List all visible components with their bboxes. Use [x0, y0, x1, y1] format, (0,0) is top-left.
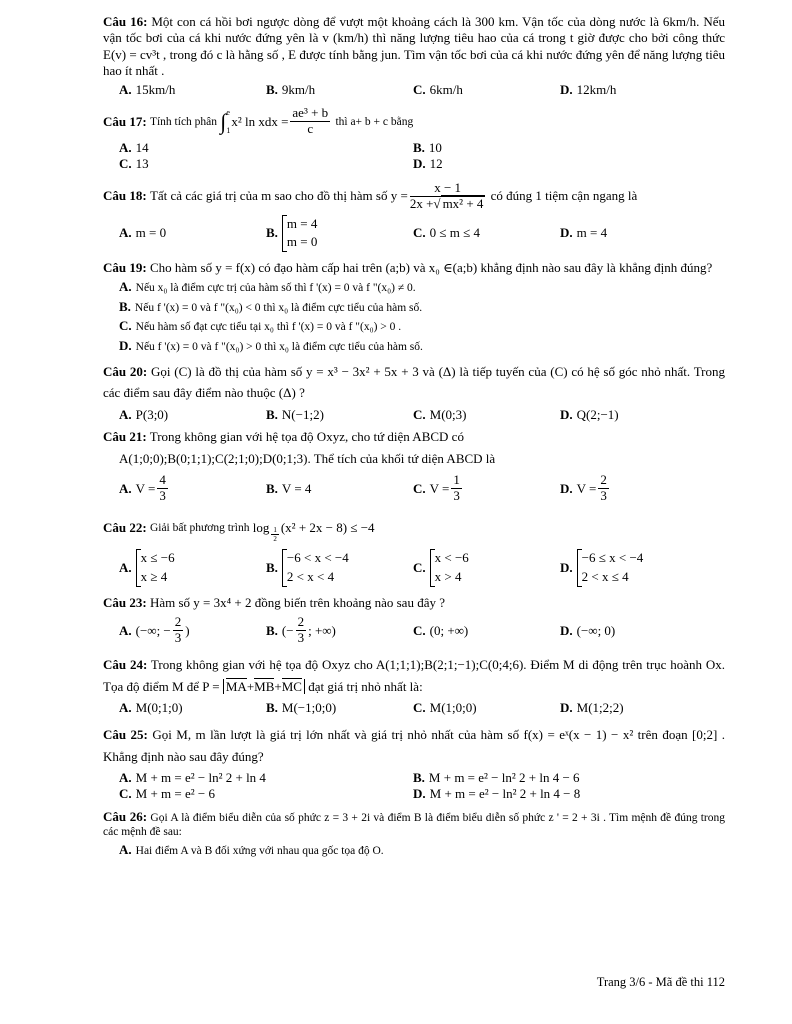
option-text: m = 0 — [135, 225, 167, 241]
option-label: A. — [119, 82, 132, 97]
denominator: 3 — [174, 630, 182, 646]
log-base — [271, 526, 279, 543]
question-number: Câu 25: — [103, 727, 148, 743]
log-symbol: log — [252, 519, 270, 535]
option-text: (− — [281, 622, 294, 638]
option-b — [119, 299, 725, 315]
option-label: C. — [119, 318, 132, 334]
option-d — [560, 700, 707, 716]
option-text: m = 4 — [576, 225, 608, 241]
options — [119, 473, 725, 504]
option-a — [119, 225, 266, 241]
options — [119, 140, 725, 156]
option-b — [266, 615, 413, 646]
numerator: 2 — [600, 472, 607, 488]
system-bracket — [282, 215, 317, 253]
option-label: A. — [119, 699, 132, 715]
question-stem: Hàm số y = 3x⁴ + 2 đồng biến trên khoảng nào sau đây ? — [149, 594, 445, 610]
fraction — [410, 181, 486, 212]
option-text: M + m = e² − ln² 2 + ln 4 − 6 — [428, 770, 580, 786]
option-text: 12km/h — [576, 82, 617, 97]
fraction — [290, 106, 330, 137]
option-text: V = 4 — [281, 480, 312, 496]
denominator-part: 2x + — [409, 195, 434, 211]
system-line: −6 ≤ x < −4 — [581, 550, 644, 566]
system-line: x > 4 — [434, 569, 462, 585]
function-name: y = — [390, 187, 408, 203]
numerator: ae³ + b — [292, 105, 329, 121]
option-text: M + m = e² − 6 — [135, 786, 215, 802]
option-text: V = — [135, 480, 156, 496]
option-a — [119, 770, 413, 786]
option-label: D. — [560, 699, 573, 715]
option-label: D. — [413, 786, 426, 802]
option-b — [266, 82, 413, 98]
option-d — [560, 82, 707, 98]
option-label: D. — [560, 622, 573, 638]
option-label: C. — [413, 225, 426, 241]
option-b — [266, 549, 413, 587]
option-text: 13 — [135, 156, 149, 172]
system-bracket — [282, 549, 349, 587]
question-stem: Trong không gian với hệ tọa độ Oxyz, cho tứ diện ABCD có — [149, 428, 464, 444]
option-text: 12 — [429, 156, 443, 172]
option-text: Nếu hàm số đạt cực tiểu tại x₀ thì f '(x) = 0 và f "(x₀) > 0 . — [135, 321, 402, 334]
system-line: x < −6 — [434, 550, 469, 566]
option-a — [119, 615, 266, 646]
options — [119, 770, 725, 786]
denominator: 3 — [600, 488, 607, 504]
fraction — [451, 473, 462, 504]
option-label: C. — [413, 480, 426, 496]
option-label: B. — [266, 622, 278, 638]
option-a — [119, 549, 266, 587]
lower-limit: 1 — [226, 125, 231, 135]
question-stem: Giải bất phương trình — [149, 521, 250, 534]
option-text: V = — [576, 480, 597, 496]
option-a — [119, 842, 725, 858]
option-text: M(0;1;0) — [135, 699, 183, 715]
option-text: M(−1;0;0) — [281, 699, 337, 715]
vector-sum-abs — [223, 679, 305, 694]
option-c — [413, 407, 560, 423]
option-d — [413, 156, 707, 172]
option-text: (−∞; 0) — [576, 622, 616, 638]
upper-limit: e — [226, 107, 230, 117]
option-label: C. — [413, 699, 426, 715]
option-c — [413, 473, 560, 504]
option-b — [266, 700, 413, 716]
option-text: M(0;3) — [429, 406, 467, 422]
option-label: D. — [560, 480, 573, 496]
option-b — [413, 770, 707, 786]
option-text: Nếu f '(x) = 0 và f "(x₀) > 0 thì x₀ là điểm cực tiểu của hàm số. — [135, 340, 423, 353]
options — [119, 549, 725, 587]
option-d — [560, 549, 707, 587]
numerator: 4 — [159, 472, 166, 488]
question-number: Câu 18: — [103, 187, 147, 203]
option-label: A. — [119, 559, 132, 575]
fraction — [157, 473, 168, 504]
options — [119, 156, 725, 172]
option-label: A. — [119, 225, 132, 241]
option-label: A. — [119, 622, 132, 638]
exam-page — [103, 14, 725, 863]
fraction — [296, 615, 307, 646]
system-line: x ≤ −6 — [140, 550, 175, 566]
numerator: 2 — [174, 614, 182, 630]
option-d — [413, 786, 707, 802]
option-c — [413, 623, 560, 639]
option-text: V = — [429, 480, 450, 496]
option-c — [413, 549, 560, 587]
question-stem-end: thì a+ b + c bằng — [335, 115, 414, 128]
option-a — [119, 82, 266, 98]
option-label: C. — [119, 156, 132, 172]
options — [119, 215, 725, 253]
option-label: C. — [119, 786, 132, 802]
option-label: D. — [560, 82, 573, 97]
integral — [220, 109, 231, 135]
option-label: C. — [413, 622, 426, 638]
option-b — [266, 481, 413, 497]
option-text: Nếu f '(x) = 0 và f "(x₀) < 0 thì x₀ là điểm cực tiểu của hàm số. — [134, 301, 423, 314]
options — [119, 407, 725, 423]
option-b — [266, 407, 413, 423]
question-17 — [103, 106, 725, 172]
option-c — [413, 82, 560, 98]
option-text: 15km/h — [135, 82, 176, 97]
option-text: P(3;0) — [135, 406, 169, 422]
option-text: (−∞; − — [135, 622, 171, 638]
option-label: B. — [266, 480, 278, 496]
numerator: 1 — [453, 472, 460, 488]
option-b — [413, 140, 707, 156]
option-label: D. — [119, 337, 132, 353]
question-23 — [103, 595, 725, 646]
question-21 — [103, 429, 725, 504]
question-stem: Một con cá hồi bơi ngược dòng để vượt một khoảng cách là 300 km. Vận tốc của dòng nước là 6km/h. Nếu vận tốc bơi của cá khi nước đứng yên là v (km/h) thì năng lượng tiêu hao của cá trong t giờ được cho bởi công thức E(v) = cv³t , trong đó c là hằng số , E được tính bằng jun. Tìm vận tốc bơi của cá khi nước đứng yên để năng lượng tiêu hao ít nhất . — [103, 14, 725, 78]
question-stem: Gọi M, m lần lượt là giá trị lớn nhất và giá trị nhỏ nhất của hàm số f(x) = eˣ(x − 1) − x² trên đoạn [0;2] . Khẳng định nào sau đây đúng? — [103, 727, 726, 764]
question-stem: Cho hàm số y = f(x) có đạo hàm cấp hai trên (a;b) và x₀ ∈(a;b) khẳng định nào sau đây là khẳng định đúng? — [149, 260, 713, 276]
system-line: m = 0 — [286, 234, 318, 250]
option-c — [119, 156, 413, 172]
question-stem: Trong không gian với hệ tọa độ Oxyz cho A(1;1;1);B(2;1;−1);C(0;4;6). Điểm M di động trên trục hoành Ox. Tọa độ điểm M để P = — [103, 657, 726, 694]
vector-ma: MA — [225, 678, 247, 694]
question-number: Câu 23: — [103, 594, 147, 610]
question-number: Câu 20: — [103, 363, 148, 379]
question-24 — [103, 654, 725, 716]
option-d — [119, 338, 725, 354]
option-label: A. — [119, 480, 132, 496]
option-a — [119, 140, 413, 156]
question-stem: Gọi (C) là đồ thị của hàm số y = x³ − 3x² + 5x + 3 và (Δ) là tiếp tuyến của (C) có hệ số góc nhỏ nhất. Trong các điểm sau đây điểm nào thuộc (Δ) ? — [103, 363, 726, 400]
question-stem-end: có đúng 1 tiệm cận ngang là — [490, 187, 638, 203]
option-d — [560, 407, 707, 423]
option-label: B. — [413, 770, 425, 786]
system-line: 2 < x ≤ 4 — [581, 569, 629, 585]
option-a — [119, 279, 725, 295]
question-number: Câu 21: — [103, 428, 147, 444]
question-number: Câu 24: — [103, 657, 148, 673]
option-label: A. — [119, 770, 132, 786]
option-text: Q(2;−1) — [576, 406, 619, 422]
option-d — [560, 225, 707, 241]
numerator: 2 — [297, 614, 305, 630]
option-label: B. — [266, 699, 278, 715]
option-c — [413, 225, 560, 241]
question-18 — [103, 181, 725, 253]
option-label: D. — [560, 225, 573, 241]
question-stem-end: đạt giá trị nhỏ nhất là: — [308, 678, 423, 694]
denominator — [410, 197, 486, 212]
option-a — [119, 473, 266, 504]
system-bracket — [136, 549, 175, 587]
option-label: C. — [413, 82, 426, 97]
question-number: Câu 19: — [103, 260, 147, 276]
option-text: Nếu x₀ là điểm cực trị của hàm số thì f '(x) = 0 và f "(x₀) ≠ 0. — [135, 282, 416, 295]
option-label: D. — [560, 406, 573, 422]
question-16 — [103, 14, 725, 98]
option-d — [560, 473, 707, 504]
option-label: B. — [119, 298, 131, 314]
option-text: 6km/h — [429, 82, 463, 97]
option-label: C. — [413, 406, 426, 422]
question-number: Câu 26: — [103, 808, 148, 824]
option-d — [560, 623, 707, 639]
option-label: B. — [413, 140, 425, 156]
system-bracket — [430, 549, 469, 587]
question-stem-line2: A(1;0;0);B(0;1;1);C(2;1;0);D(0;1;3). Thể tích của khối tứ diện ABCD là — [119, 451, 496, 467]
system-line: −6 < x < −4 — [286, 550, 349, 566]
vector-mc: MC — [281, 678, 302, 694]
plus-sign: + — [246, 678, 255, 694]
question-25 — [103, 724, 725, 802]
option-label: D. — [560, 559, 573, 575]
option-b — [266, 215, 413, 253]
denominator: 3 — [159, 488, 166, 504]
vector-mb: MB — [254, 678, 275, 694]
radicand: mx² + 4 — [442, 195, 484, 211]
question-19 — [103, 260, 725, 354]
option-c — [119, 786, 413, 802]
option-text: M(1;2;2) — [576, 699, 624, 715]
option-text-end: ) — [185, 622, 190, 638]
option-text: M + m = e² − ln² 2 + ln 4 — [135, 770, 266, 786]
option-label: B. — [266, 82, 278, 97]
option-text: N(−1;2) — [281, 406, 324, 422]
denominator: 2 — [273, 535, 277, 544]
question-stem: Tính tích phân — [149, 115, 218, 128]
system-line: m = 4 — [286, 215, 318, 231]
option-label: A. — [119, 842, 132, 858]
option-c — [413, 700, 560, 716]
sqrt-icon: √ — [433, 195, 441, 211]
plus-sign: + — [274, 678, 282, 694]
options — [119, 700, 725, 716]
system-bracket — [577, 549, 644, 587]
question-22 — [103, 512, 725, 587]
fraction — [173, 615, 184, 646]
option-label: A. — [119, 140, 132, 156]
option-a — [119, 407, 266, 423]
question-20 — [103, 362, 725, 423]
system-line: 2 < x < 4 — [286, 569, 335, 585]
option-label: B. — [266, 225, 278, 241]
option-label: D. — [413, 156, 426, 172]
option-c — [119, 318, 725, 334]
options — [119, 82, 725, 98]
integrand: x² ln xdx = — [231, 113, 289, 129]
option-text-end: ; +∞) — [308, 622, 336, 638]
option-text: 9km/h — [281, 82, 316, 97]
option-text: Hai điểm A và B đối xứng với nhau qua gốc tọa độ O. — [135, 845, 384, 858]
system-line: x ≥ 4 — [140, 569, 168, 585]
fraction — [598, 473, 609, 504]
question-number: Câu 17: — [103, 113, 147, 129]
option-text: (0; +∞) — [429, 622, 469, 638]
option-label: B. — [266, 559, 278, 575]
options — [119, 786, 725, 802]
page-footer: Trang 3/6 - Mã đề thi 112 — [596, 975, 725, 989]
options — [119, 615, 725, 646]
option-text: 0 ≤ m ≤ 4 — [429, 225, 481, 241]
denominator: c — [307, 121, 314, 137]
question-stem: Gọi A là điểm biểu diễn của số phức z = 3 + 2i và điểm B là điểm biểu diễn số phức z ' = 2 + 3i . Tìm mệnh đề đúng trong các mệnh đề sau: — [103, 811, 726, 838]
question-number: Câu 22: — [103, 519, 147, 535]
question-number: Câu 16: — [103, 14, 148, 29]
question-26 — [103, 809, 725, 859]
option-text: M + m = e² − ln² 2 + ln 4 − 8 — [429, 786, 581, 802]
numerator: x − 1 — [410, 181, 486, 197]
option-text: 10 — [428, 140, 442, 156]
inequality: (x² + 2x − 8) ≤ −4 — [280, 519, 375, 535]
option-a — [119, 700, 266, 716]
option-label: A. — [119, 279, 132, 295]
option-label: B. — [266, 406, 278, 422]
option-label: A. — [119, 406, 132, 422]
denominator: 3 — [297, 630, 305, 646]
option-text: 14 — [135, 140, 149, 156]
denominator: 3 — [453, 488, 460, 504]
numerator: 1 — [273, 526, 277, 535]
option-text: M(1;0;0) — [429, 699, 477, 715]
option-label: C. — [413, 559, 426, 575]
question-stem: Tất cả các giá trị của m sao cho đồ thị hàm số — [149, 187, 388, 203]
integral-sign-icon: ∫ — [220, 108, 227, 134]
